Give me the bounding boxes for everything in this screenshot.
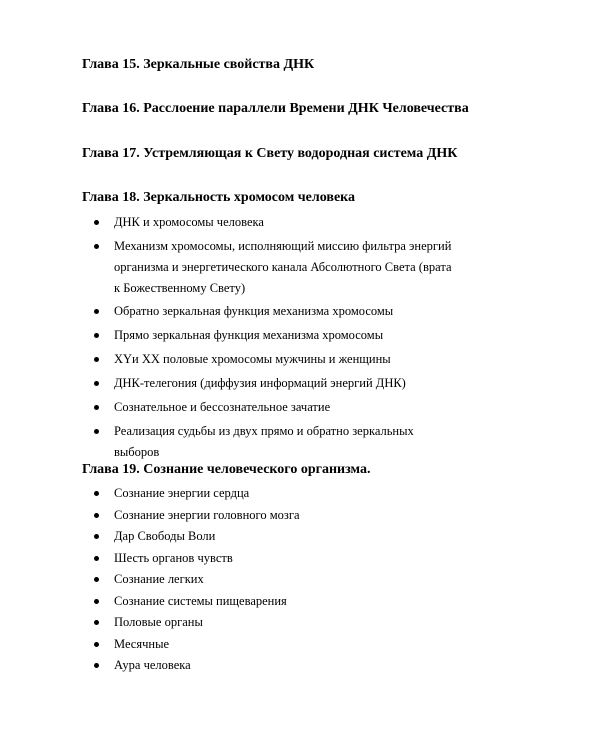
list-item-text: Дар Свободы Воли: [114, 529, 216, 543]
bullet-icon: [94, 620, 99, 625]
list-item-text: Сознание энергии головного мозга: [114, 507, 300, 522]
bullet-icon: [94, 491, 99, 496]
list-item: [0, 483, 454, 504]
bullet-icon: [94, 333, 99, 338]
list-item: [0, 548, 454, 569]
list-item-text: Сознание системы пищеварения: [114, 593, 287, 608]
bullet-icon: [94, 429, 99, 434]
bullet-icon: [94, 357, 99, 362]
list-item: [0, 655, 454, 676]
chapter-15-heading: Глава 15. Зеркальные свойства ДНК: [82, 57, 315, 72]
list-item: [0, 634, 454, 655]
bullet-icon: [94, 244, 99, 249]
chapter-18-heading: Глава 18. Зеркальность хромосом человека: [82, 190, 356, 205]
bullet-icon: [94, 309, 99, 314]
list-item: [0, 397, 454, 418]
list-item-text: XYи XX половые хромосомы мужчины и женщины: [114, 352, 391, 366]
chapter-19-heading: Глава 19. Сознание человеческого организма.: [82, 462, 371, 477]
bullet-icon: [94, 513, 99, 518]
list-item-text: Сознание легких: [114, 572, 204, 586]
list-item: [0, 212, 454, 233]
bullet-icon: [94, 599, 99, 604]
list-item: [0, 325, 454, 346]
list-item: [0, 526, 454, 547]
list-item: [0, 421, 454, 463]
list-item: [0, 569, 454, 590]
list-item: [0, 349, 454, 370]
list-item-text: Реализация судьбы из двух прямо и обратно зеркальных выборов: [114, 424, 414, 459]
list-item-text: ДНК и хромосомы человека: [114, 215, 264, 229]
list-item: [0, 301, 454, 322]
list-item-text: Механизм хромосомы, исполняющий миссию фильтра энергий организма и энергетического канала Абсолютного Света (врата к Божественному Свету): [114, 239, 452, 295]
bullet-icon: [94, 534, 99, 539]
list-item-text: Аура человека: [114, 658, 191, 672]
list-item-text: Обратно зеркальная функция механизма хромосомы: [114, 304, 394, 318]
list-item-text: Сознательное и бессознательное зачатие: [114, 400, 331, 414]
bullet-icon: [94, 381, 99, 386]
list-item-text: Сознание энергии сердца: [114, 486, 250, 500]
chapter-18-list: [0, 212, 454, 463]
list-item-text: ДНК-телегония (диффузия информаций энергий ДНК): [114, 376, 406, 390]
chapter-17-heading: Глава 17. Устремляющая к Свету водородная система ДНК: [82, 146, 458, 161]
list-item-text: Шесть органов чувств: [114, 550, 233, 565]
chapter-16-heading: Глава 16. Расслоение параллели Времени ДНК Человечества: [82, 101, 469, 116]
bullet-icon: [94, 663, 99, 668]
list-item-text: Прямо зеркальная функция механизма хромосомы: [114, 328, 384, 342]
list-item: [0, 373, 454, 394]
list-item-text: Месячные: [114, 636, 170, 651]
bullet-icon: [94, 220, 99, 225]
bullet-icon: [94, 405, 99, 410]
chapter-19-list: [0, 483, 454, 676]
list-item: [0, 505, 454, 526]
list-item: [0, 612, 454, 633]
list-item: [0, 236, 454, 299]
bullet-icon: [94, 642, 99, 647]
list-item-text: Половые органы: [114, 615, 203, 629]
list-item: [0, 591, 454, 612]
bullet-icon: [94, 556, 99, 561]
bullet-icon: [94, 577, 99, 582]
